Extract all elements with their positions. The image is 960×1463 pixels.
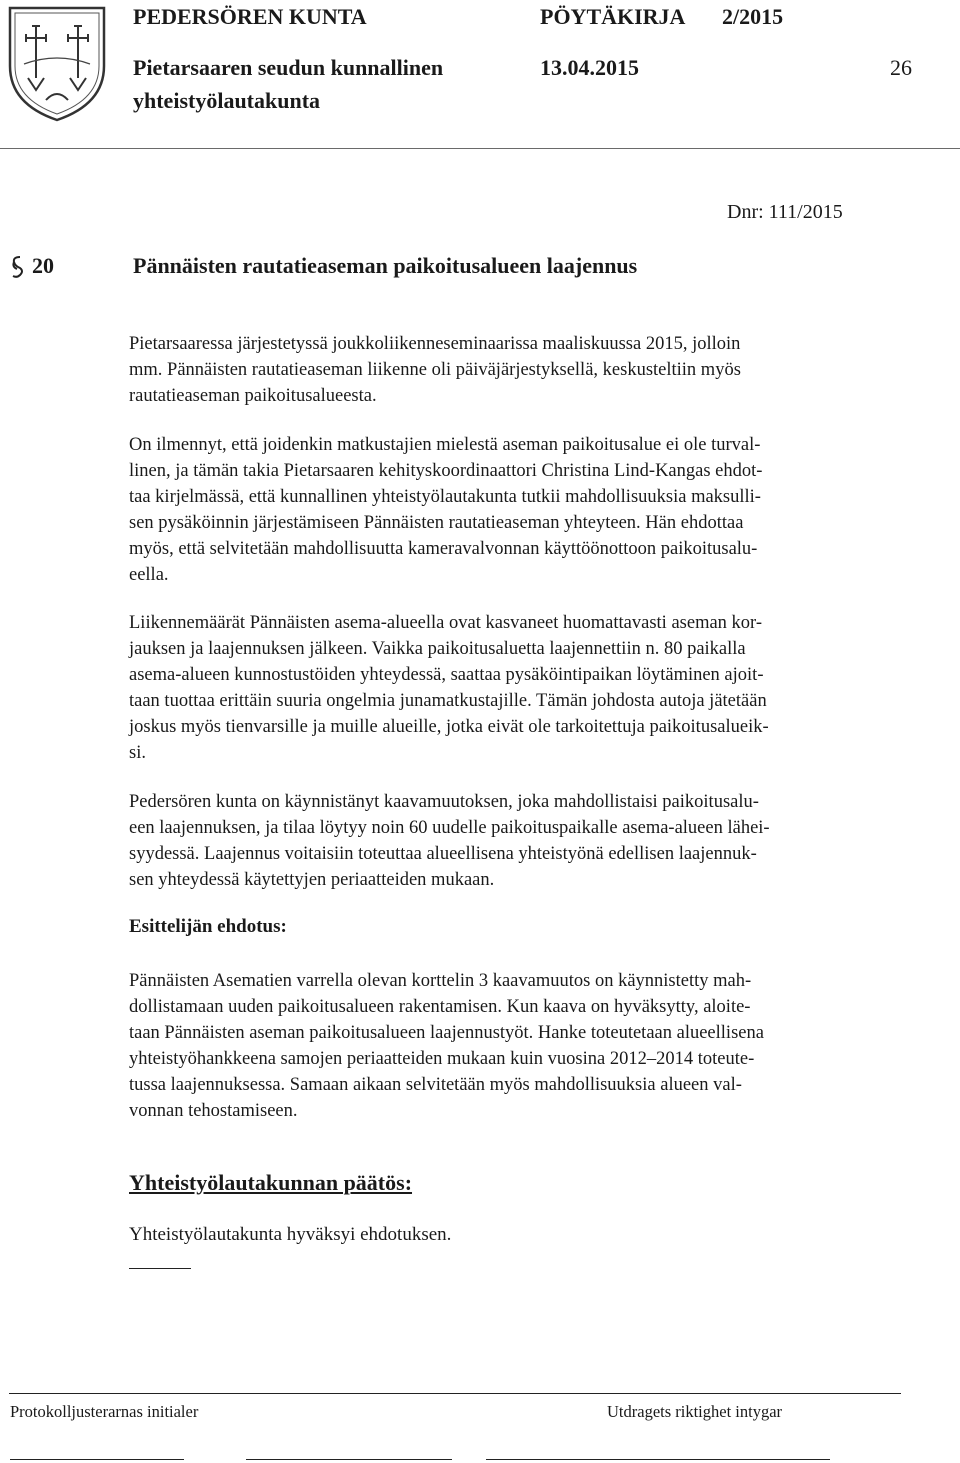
page-number: 26 (890, 55, 912, 80)
text-line: een laajennuksen, ja tilaa löytyy noin 60 uudelle paikoituspaikalle asema-alueen lähei- (129, 818, 770, 838)
body-paragraph-4 (129, 789, 899, 893)
signature-line (10, 1459, 184, 1460)
text-line: joskus myös tienvarsille ja muille alueille, jotka eivät ole tarkoitettuja paikoitusalueik- (129, 717, 769, 737)
decision-text: Yhteistyölautakunta hyväksyi ehdotuksen. (129, 1224, 452, 1245)
decision-heading: Yhteistyölautakunnan päätös: (129, 1170, 413, 1195)
text-line: Pedersören kunta on käynnistänyt kaavamuutoksen, joka mahdollistaisi paikoitusalu- (129, 792, 759, 812)
text-line: taan Pännäisten aseman paikoitusalueen laajennustyöt. Hanke toteutetaan alueellisena (129, 1023, 764, 1043)
text-line: eella. (129, 565, 169, 585)
text-line: si. (129, 743, 146, 763)
header-divider (0, 148, 960, 149)
end-of-section-line (129, 1268, 191, 1269)
footer-initials-label: Protokolljusterarnas initialer (10, 1402, 199, 1421)
text-line: Liikennemäärät Pännäisten asema-alueella ovat kasvaneet huomattavasti aseman kor- (129, 613, 762, 633)
proposal-paragraph (129, 968, 899, 1124)
body-paragraph-1 (129, 331, 899, 409)
body-paragraph-2 (129, 432, 899, 588)
committee-name-line-2: yhteistyölautakunta (133, 88, 321, 113)
text-line: Pietarsaaressa järjestetyssä joukkoliikenneseminaarissa maaliskuussa 2015, jolloin (129, 334, 741, 354)
text-line: taan tuottaa erittäin suuria ongelmia junamatkustajille. Tämän johdosta autoja jätetään (129, 691, 767, 711)
text-line: mm. Pännäisten rautatieaseman liikenne oli päiväjärjestyksellä, keskusteltiin myös (129, 360, 741, 380)
section-title: Pännäisten rautatieaseman paikoitusalueen laajennus (133, 253, 638, 278)
text-line: linen, ja tämän takia Pietarsaaren kehityskoordinaattori Christina Lind-Kangas ehdot- (129, 461, 763, 481)
text-line: vonnan tehostamiseen. (129, 1101, 298, 1121)
section-number: 20 (32, 253, 54, 278)
text-line: rautatieaseman paikoitusalueesta. (129, 386, 377, 406)
text-line: taa kirjelmässä, että kunnallinen yhteistyölautakunta tutkii mahdollisuuksia maksulli- (129, 487, 761, 507)
section-marker-icon (10, 254, 24, 282)
signature-line (486, 1459, 830, 1460)
footer-certification-label: Utdragets riktighet intygar (607, 1402, 783, 1421)
text-line: asema-alueen kunnostustöiden yhteydessä, saattaa pysäköintipaikan löytäminen ajoit- (129, 665, 764, 685)
text-line: dollistamaan uuden paikoitusalueen rakentamisen. Kun kaava on hyväksytty, aloite- (129, 997, 751, 1017)
text-line: sen pysäköinnin järjestämiseen Pännäisten rautatieaseman yhteyteen. Hän ehdottaa (129, 513, 744, 533)
text-line: Pännäisten Asematien varrella olevan korttelin 3 kaavamuutos on käynnistetty mah- (129, 971, 752, 991)
text-line: tussa laajennuksessa. Samaan aikaan selvitetään myös mahdollisuuksia alueen val- (129, 1075, 742, 1095)
meeting-date: 13.04.2015 (540, 55, 639, 80)
text-line: jauksen ja laajennuksen jälkeen. Vaikka paikoitusaluetta laajennettiin n. 80 paikalla (129, 639, 746, 659)
body-paragraph-3 (129, 610, 899, 766)
committee-name-line-1: Pietarsaaren seudun kunnallinen (133, 55, 444, 80)
text-line: sen yhteydessä käytettyjen periaatteiden mukaan. (129, 870, 495, 890)
document-type: PÖYTÄKIRJA (540, 4, 686, 29)
footer-divider (9, 1393, 901, 1394)
text-line: On ilmennyt, että joidenkin matkustajien mielestä aseman paikoitusalue ei ole turval- (129, 435, 761, 455)
municipal-coat-of-arms-icon (6, 4, 108, 124)
organization-name: PEDERSÖREN KUNTA (133, 4, 367, 29)
document-number: 2/2015 (722, 4, 784, 29)
text-line: myös, että selvitetään mahdollisuutta kameravalvonnan käyttöönottoon paikoitusalu- (129, 539, 758, 559)
text-line: syydessä. Laajennus voitaisiin toteuttaa alueellisena yhteistyönä edellisen laajennuk- (129, 844, 757, 864)
diary-number: Dnr: 111/2015 (727, 201, 843, 223)
signature-line (246, 1459, 452, 1460)
text-line: yhteistyöhankkeena samojen periaatteiden mukaan kuin vuosina 2012–2014 toteute- (129, 1049, 755, 1069)
proposal-heading: Esittelijän ehdotus: (129, 916, 287, 937)
